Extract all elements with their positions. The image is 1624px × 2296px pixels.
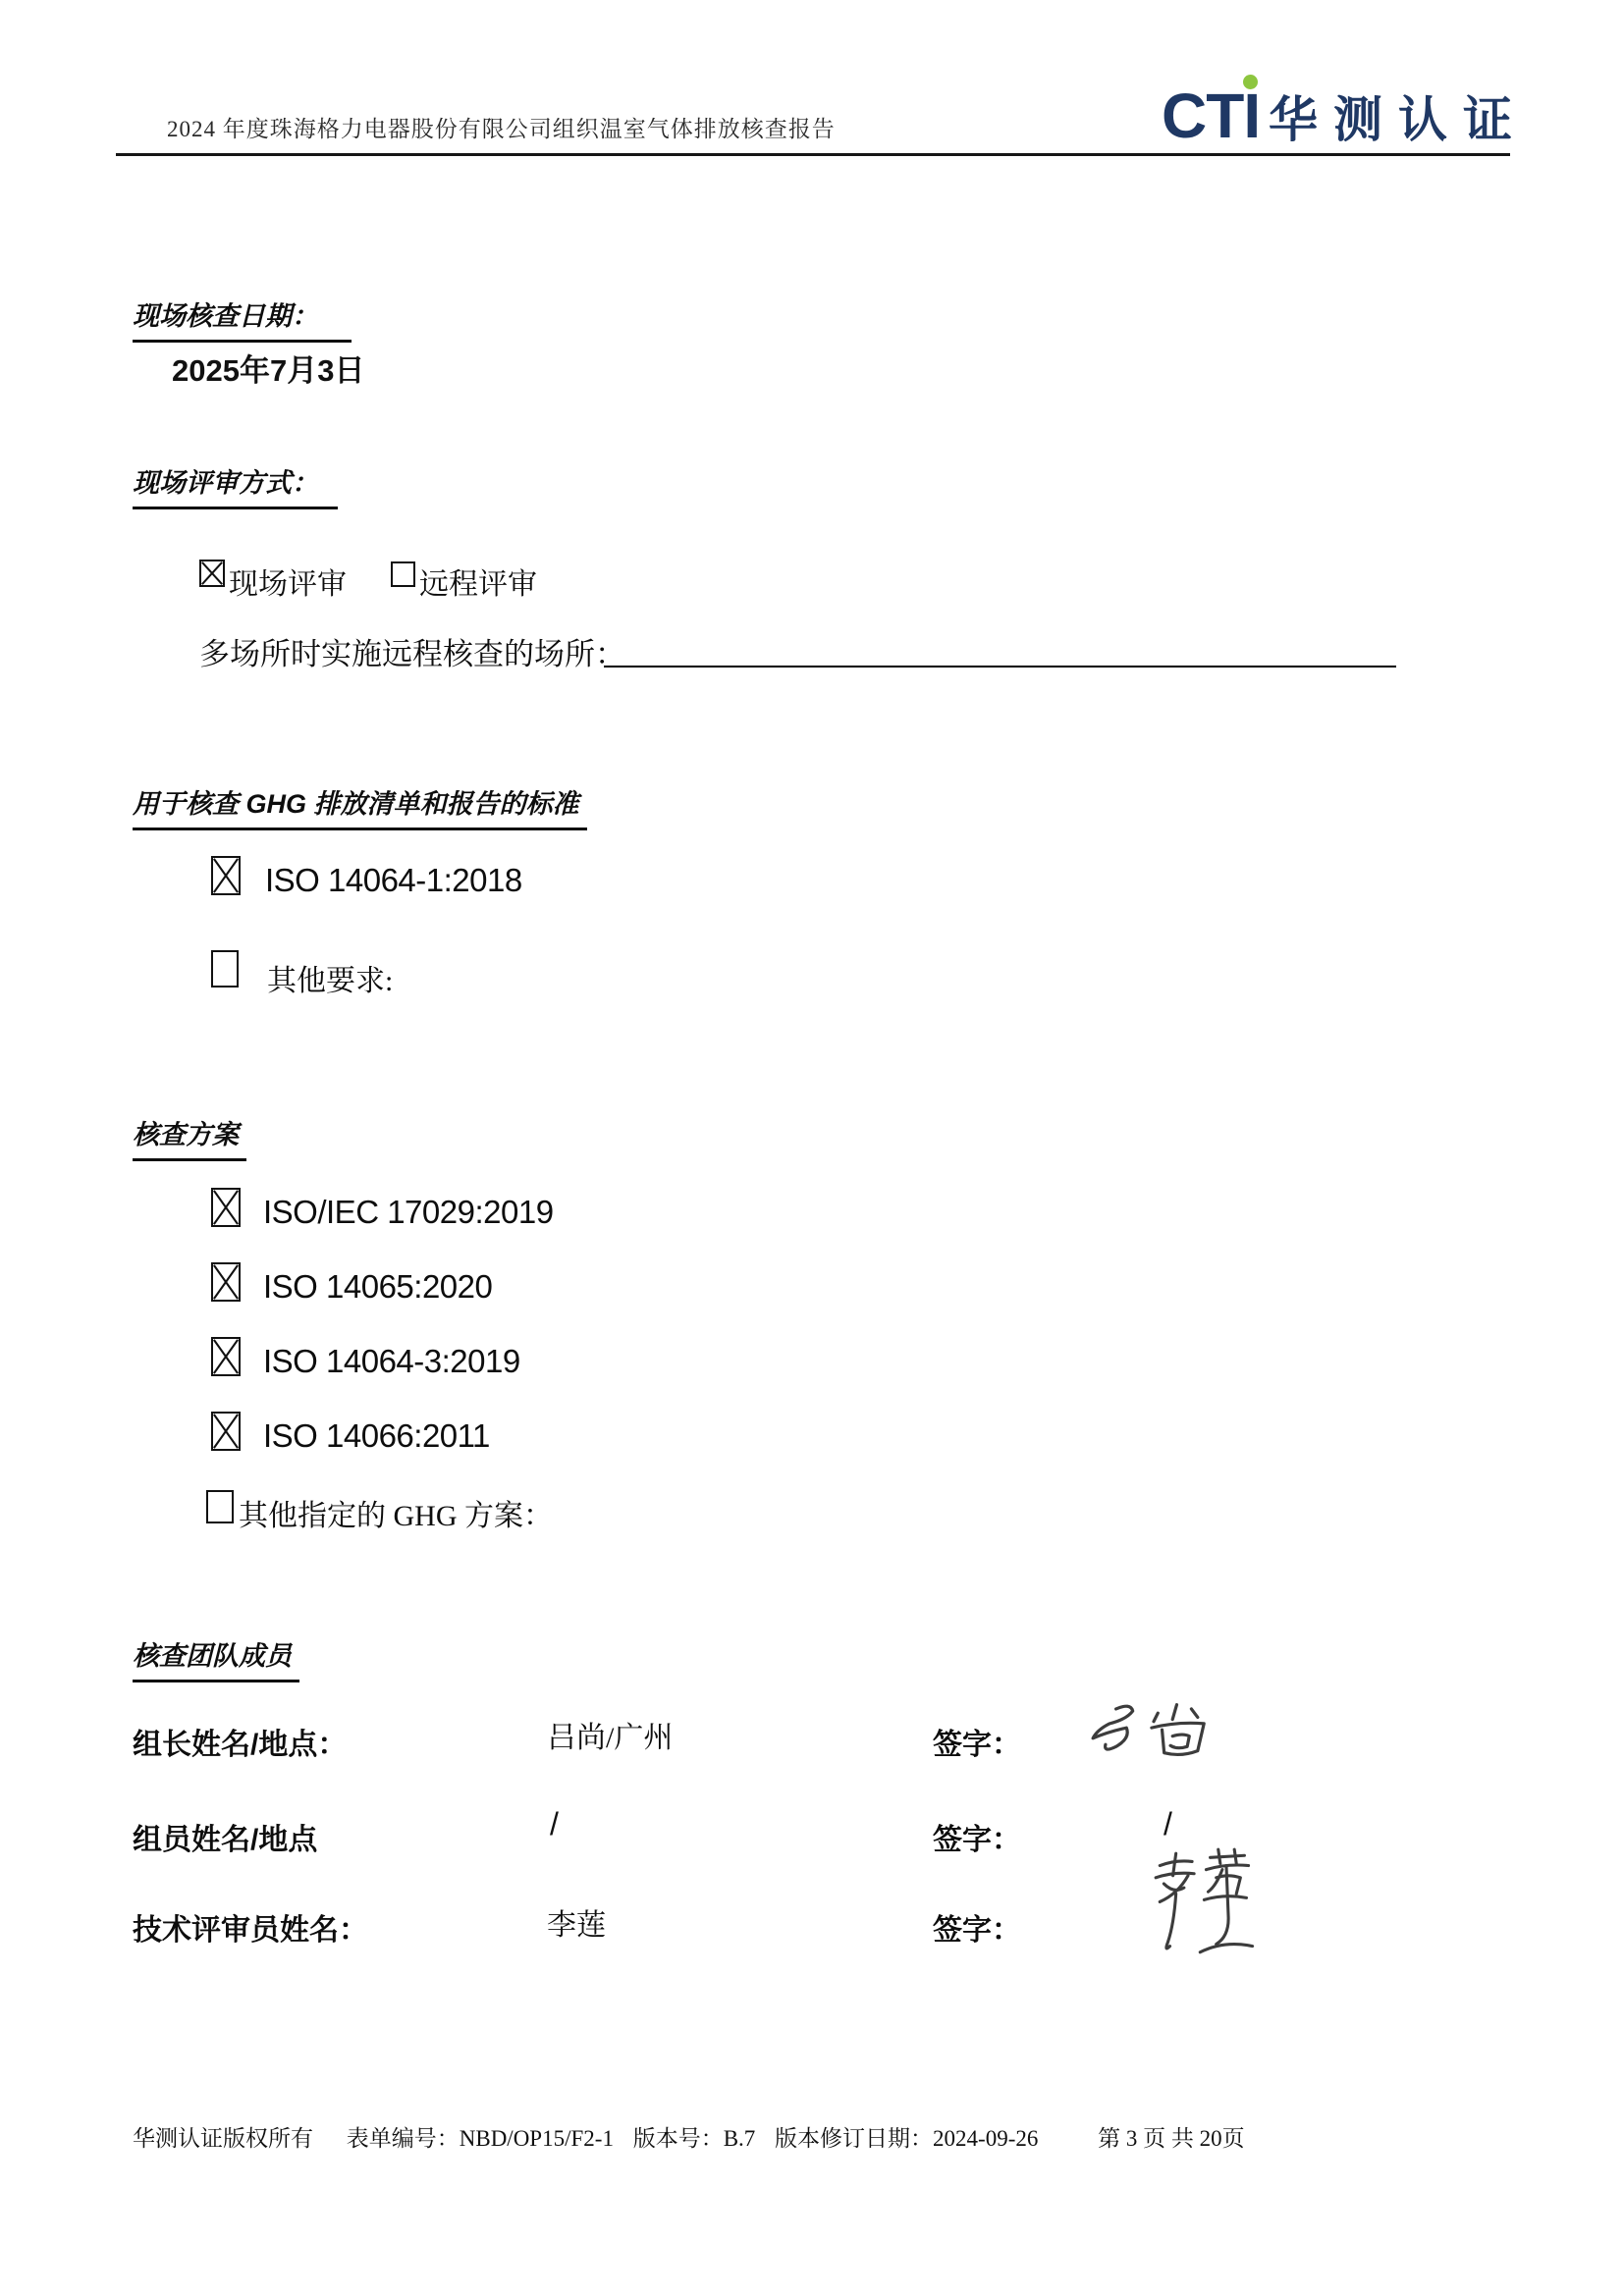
program-item-label: ISO 14064-3:2019 — [263, 1343, 520, 1379]
team-member-value: / — [550, 1806, 559, 1842]
cti-logo-chinese-name: 华测认证 — [1269, 92, 1528, 147]
page-footer — [133, 2120, 1259, 2153]
checkbox-checked-icon[interactable] — [211, 1262, 241, 1302]
team-role-label: 组长姓名/地点： — [133, 1729, 348, 1761]
sign-label: 签字： — [933, 1914, 1021, 1947]
program-item-label: ISO/IEC 17029:2019 — [263, 1194, 554, 1230]
sign-label: 签字： — [933, 1729, 1021, 1761]
section-heading-review-mode: 现场评审方式： — [133, 461, 338, 509]
header-title: 2024 年度珠海格力电器股份有限公司组织温室气体排放核查报告 — [167, 117, 836, 141]
standard-item-label: 其他要求: — [267, 965, 394, 997]
footer-copyright: 华测认证版权所有 — [133, 2126, 313, 2151]
review-option-remote-label: 远程评审 — [419, 568, 537, 601]
remote-sites-blank-line — [604, 666, 1396, 667]
section-heading-visit-date: 现场核查日期： — [133, 294, 352, 343]
cti-logo-text: CTI — [1162, 80, 1261, 151]
team-member-value: 李莲 — [547, 1909, 606, 1942]
standard-item-label: ISO 14064-1:2018 — [265, 862, 522, 898]
program-item-label: ISO 14066:2011 — [263, 1417, 490, 1454]
member-signature-value: / — [1164, 1806, 1172, 1842]
footer-page-info: 第 3 页 共 20页 — [1098, 2126, 1245, 2151]
checkbox-checked-icon[interactable] — [199, 560, 225, 587]
section-heading-team: 核查团队成员 — [133, 1634, 299, 1682]
checkbox-unchecked-icon[interactable] — [391, 561, 415, 587]
review-option-onsite-label: 现场评审 — [229, 568, 347, 601]
reviewer-signature-handwriting — [1147, 1845, 1270, 1961]
visit-date-value: 2025年7月3日 — [172, 353, 365, 388]
footer-version: 版本号：B.7 — [632, 2126, 756, 2151]
sign-label: 签字： — [933, 1824, 1021, 1856]
checkbox-checked-icon[interactable] — [211, 1412, 241, 1451]
checkbox-checked-icon[interactable] — [211, 1337, 241, 1376]
program-item-label: ISO 14065:2020 — [263, 1268, 493, 1305]
program-item-label: 其他指定的 GHG 方案： — [239, 1500, 553, 1532]
remote-sites-label: 多场所时实施远程核查的场所： — [199, 637, 625, 671]
cti-logo — [1162, 71, 1528, 151]
checkbox-unchecked-icon[interactable] — [206, 1490, 234, 1523]
footer-revision-date: 版本修订日期：2024-09-26 — [775, 2126, 1039, 2151]
section-heading-programs: 核查方案 — [133, 1113, 246, 1161]
checkbox-unchecked-icon[interactable] — [211, 950, 239, 988]
header-rule — [116, 153, 1510, 156]
checkbox-checked-icon[interactable] — [211, 856, 241, 895]
footer-form-number: 表单编号：NBD/OP15/F2-1 — [346, 2126, 614, 2151]
team-member-value: 吕尚/广州 — [547, 1722, 674, 1754]
team-role-label: 组员姓名/地点 — [133, 1824, 318, 1856]
section-heading-standards: 用于核查 GHG 排放清单和报告的标准 — [133, 782, 587, 830]
checkbox-checked-icon[interactable] — [211, 1188, 241, 1227]
leader-signature-handwriting — [1080, 1694, 1227, 1773]
team-role-label: 技术评审员姓名： — [133, 1914, 368, 1947]
